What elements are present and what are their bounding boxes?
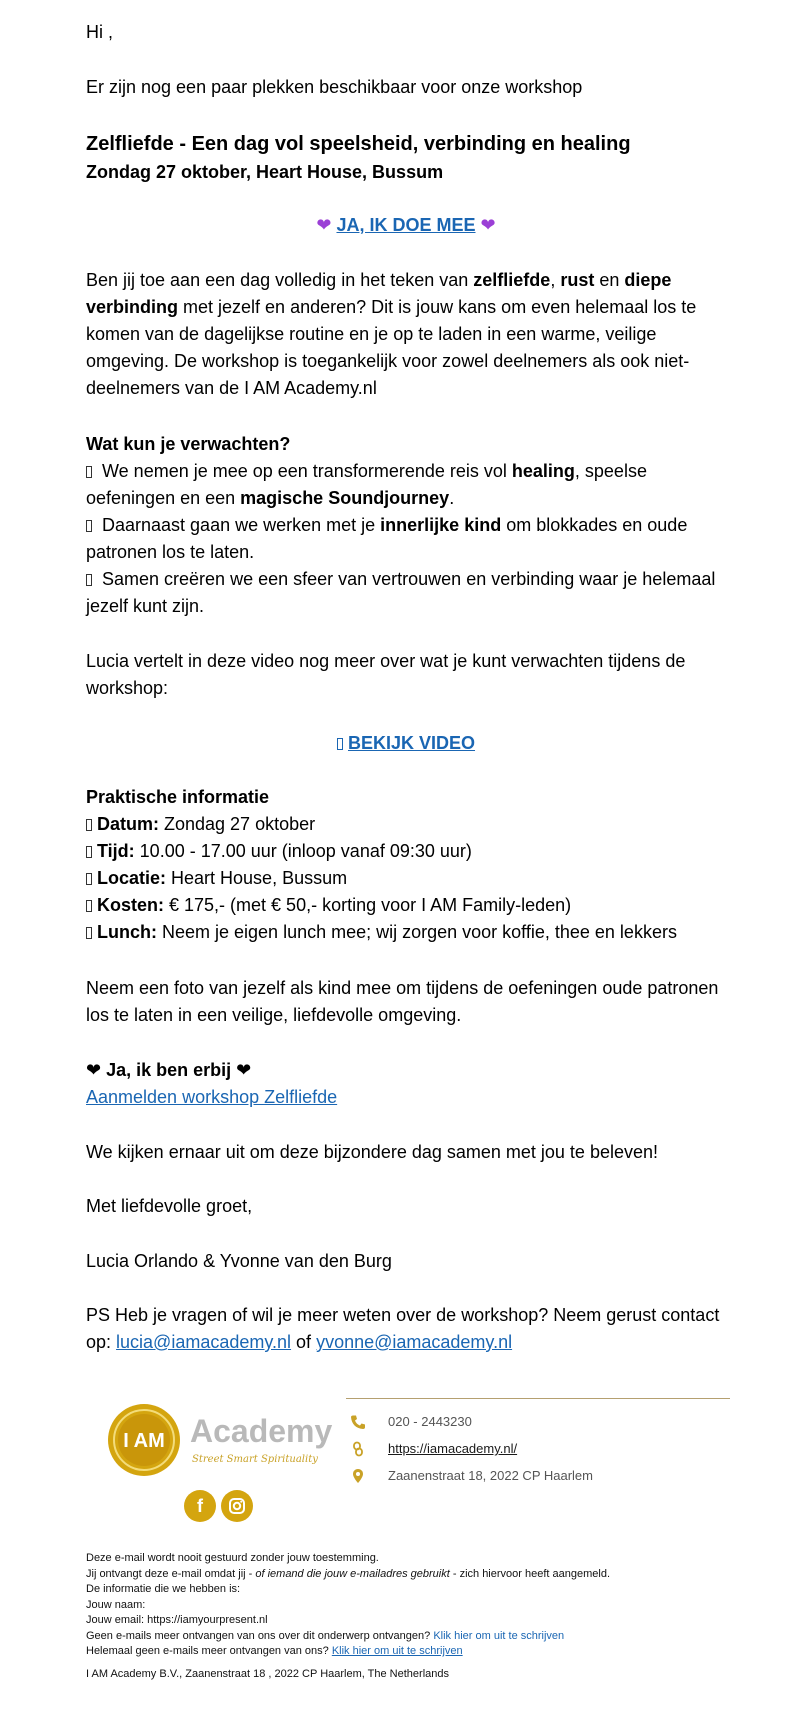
svg-text:Academy: Academy [190, 1413, 333, 1449]
location-icon [86, 873, 92, 885]
signup-heading: ❤ Ja, ik ben erbij ❤ [86, 1060, 252, 1080]
svg-text:I AM: I AM [123, 1430, 165, 1452]
signature [86, 1248, 726, 1275]
email-lucia-link[interactable]: lucia@iamacademy.nl [116, 1332, 292, 1352]
regards-text: Met liefdevolle groet, [86, 1196, 253, 1216]
calendar-icon [86, 819, 92, 831]
unsubscribe-all-link[interactable]: Klik hier om uit te schrijven [331, 1645, 463, 1657]
expect-heading: Wat kun je verwachten? [86, 434, 291, 454]
practical-row: Kosten: € 175,- (met € 50,- korting voor I AM Family-leden) [86, 892, 726, 919]
clock-icon [86, 846, 92, 858]
intro [86, 74, 726, 101]
signup-link[interactable]: Aanmelden workshop Zelfliefde [86, 1087, 338, 1107]
practical-heading: Praktische informatie [86, 787, 270, 807]
iam-academy-logo [106, 1402, 333, 1478]
closing [86, 1139, 726, 1166]
watch-video-link[interactable]: BEKIJK VIDEO [347, 733, 476, 753]
practical-row: Lunch: Neem je eigen lunch mee; wij zorgen voor koffie, thee en lekkers [86, 919, 726, 946]
practical-row: Locatie: Heart House, Bussum [86, 865, 726, 892]
signup-section [86, 1057, 726, 1111]
video-cta [86, 730, 726, 757]
video-intro [86, 648, 726, 702]
food-icon [86, 927, 92, 939]
practical-section [86, 784, 726, 946]
workshop-subtitle: Zondag 27 oktober, Heart House, Bussum [86, 162, 444, 182]
footer-divider [346, 1398, 730, 1399]
svg-text:Street Smart Spirituality: Street Smart Spirituality [192, 1454, 318, 1465]
video-intro-text: Lucia vertelt in deze video nog meer over wat je kunt verwachten tijdens de workshop: [86, 651, 686, 698]
company-info [86, 1667, 726, 1683]
money-icon [86, 900, 92, 912]
legal-text: Deze e-mail wordt nooit gestuurd zonder jouw toestemming. Jij ontvangt deze e-mail omdat jij - of iemand die jouw e-mailadres gebruikt - zich hiervoor heeft aangemeld. De informatie die we hebben is: Jouw naam: Jouw email: https://iamyourpresent.nl Geen e-mails meer ontvangen van ons over dit onderwerp ontvangen? Klik hier om uit te schrijven Helemaal geen e-mails meer ontvangen van ons? Klik hier om uit te schrijven [86, 1552, 610, 1657]
photo-note-text: Neem een foto van jezelf als kind mee om tijdens de oefeningen oude patronen los te laten in een veilige, liefdevolle omgeving. [86, 978, 719, 1025]
intro-paragraph: Ben jij toe aan een dag volledig in het teken van zelfliefde, rust en diepe verbinding met jezelf en anderen? Dit is jouw kans om even helemaal los te komen van de dagelijkse routine en je op te laden in een warme, veilige omgeving. De workshop is toegankelijk voor zowel deelnemers als ook niet-deelnemers van de I AM Academy.nl [86, 270, 697, 398]
unsubscribe-topic-link[interactable]: Klik hier om uit te schrijven [433, 1629, 565, 1642]
bullet-icon [86, 466, 92, 478]
signature-text: Lucia Orlando & Yvonne van den Burg [86, 1251, 392, 1271]
video-icon [337, 738, 343, 750]
website-link[interactable]: https://iamacademy.nl/ [388, 1441, 518, 1456]
expect-item: Daarnaast gaan we werken met je innerlijke kind om blokkades en oude patronen los te laten. [86, 515, 688, 562]
expect-item: Samen creëren we een sfeer van vertrouwen en verbinding waar je helemaal jezelf kunt zijn. [86, 569, 716, 616]
regards [86, 1193, 726, 1220]
link-icon [350, 1441, 366, 1457]
expect-section [86, 431, 726, 620]
instagram-button[interactable] [221, 1490, 253, 1522]
heart-icon: ❤ [316, 215, 332, 235]
company-address: I AM Academy B.V., Zaanenstraat 18 , 2022 CP Haarlem, The Netherlands [86, 1668, 449, 1680]
greeting [86, 19, 726, 46]
workshop-title: Zelfliefde - Een dag vol speelsheid, verbinding en healing [86, 133, 631, 155]
ps-section: PS Heb je vragen of wil je meer weten over de workshop? Neem gerust contact op: lucia@iamacademy.nl of yvonne@iamacademy.nl [86, 1305, 720, 1352]
location-pin-icon [350, 1468, 366, 1484]
practical-row: Tijd: 10.00 - 17.00 uur (inloop vanaf 09:30 uur) [86, 838, 726, 865]
phone-icon [350, 1414, 366, 1430]
join-cta [86, 212, 726, 239]
expect-item: We nemen je mee op een transformerende reis vol healing, speelse oefeningen en een magische Soundjourney. [86, 461, 647, 508]
workshop-header [86, 130, 726, 186]
instagram-icon [228, 1497, 246, 1515]
bullet-icon [86, 574, 92, 586]
heart-icon: ❤ [480, 215, 496, 235]
facebook-icon: f [197, 1495, 203, 1516]
join-link[interactable]: JA, IK DOE MEE [336, 215, 476, 235]
closing-text: We kijken ernaar uit om deze bijzondere dag samen met jou te beleven! [86, 1142, 658, 1162]
facebook-button[interactable] [184, 1490, 216, 1522]
logo-graphic [106, 1402, 333, 1478]
email-yvonne-link[interactable]: yvonne@iamacademy.nl [316, 1332, 513, 1352]
greeting-text: Hi , [86, 22, 113, 42]
bullet-icon [86, 520, 92, 532]
photo-note [86, 975, 726, 1029]
intro-text: Er zijn nog een paar plekken beschikbaar voor onze workshop [86, 77, 583, 97]
practical-row: Datum: Zondag 27 oktober [86, 811, 726, 838]
